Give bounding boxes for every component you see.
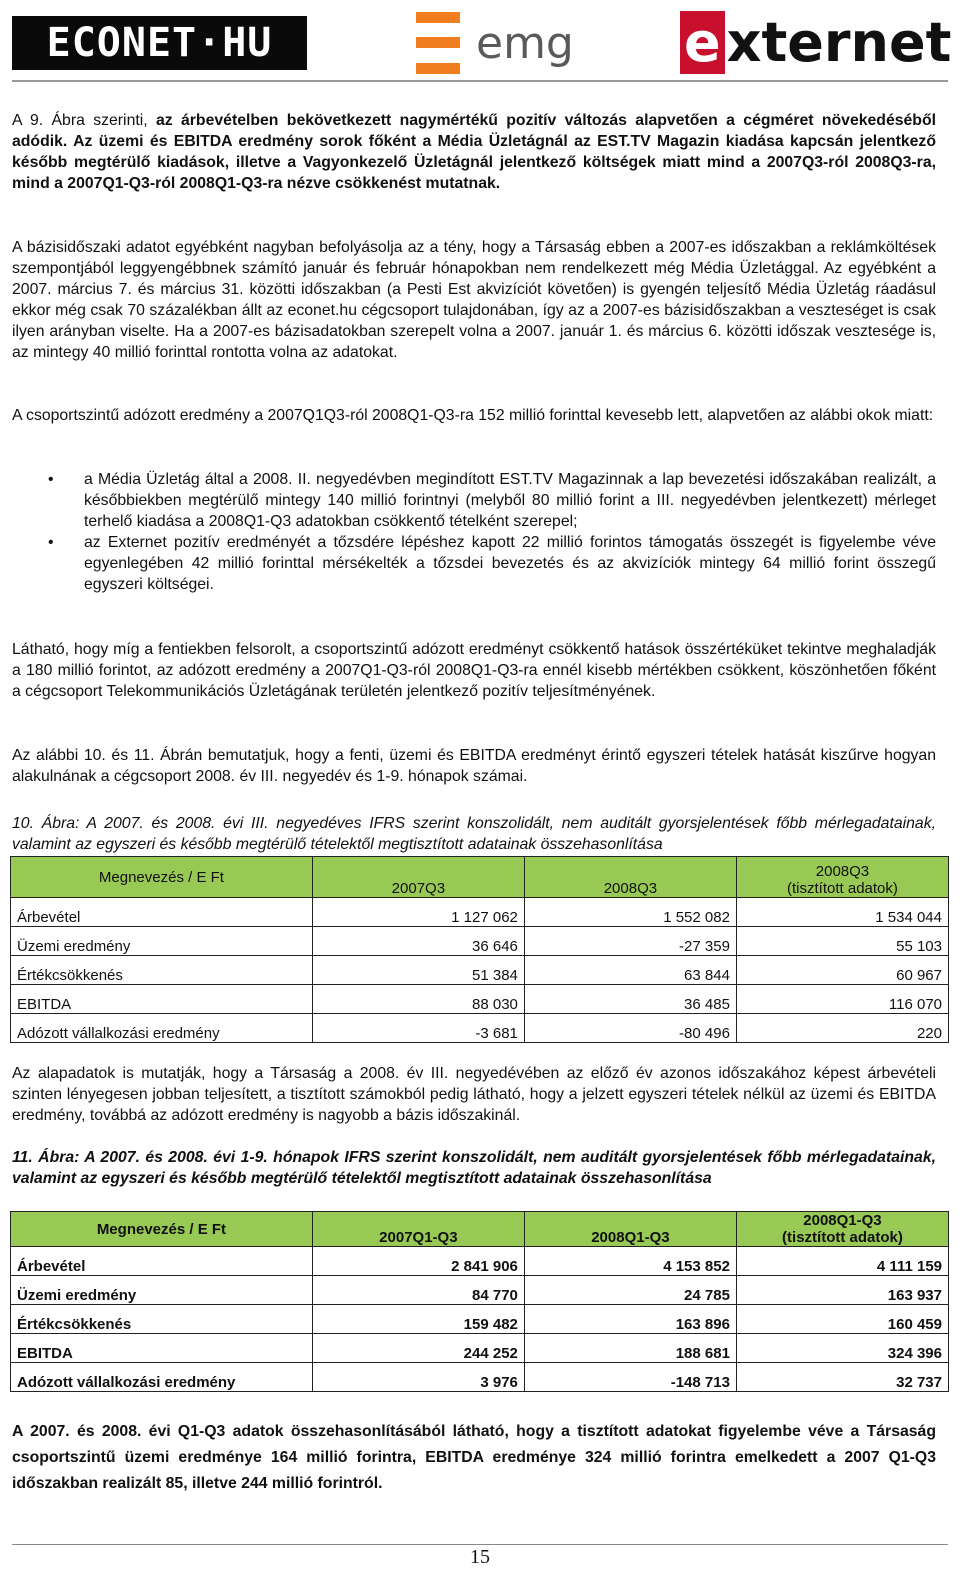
cell-value: 220 — [736, 1014, 948, 1043]
row-label: EBITDA — [11, 985, 313, 1014]
paragraph-group-result-text: A csoportszintű adózott eredmény a 2007Q1Q3-ról 2008Q1-Q3-ra 152 millió forinttal kevesebb lett, alapvetően az alábbi okok miatt: — [12, 407, 934, 424]
externet-logo: e xternet — [680, 12, 895, 74]
cell-value: 163 937 — [736, 1276, 948, 1305]
cell-value: 84 770 — [312, 1276, 524, 1305]
cell-value: 160 459 — [736, 1305, 948, 1334]
table-row — [11, 985, 949, 1014]
paragraph-group-result — [12, 405, 936, 426]
cell-value: 88 030 — [312, 985, 524, 1014]
paragraph-summary — [12, 1419, 936, 1497]
cell-value: -148 713 — [524, 1363, 736, 1392]
cell-value: -27 359 — [524, 927, 736, 956]
figure-11-caption — [12, 1147, 936, 1189]
bullet-icon: • — [48, 534, 54, 551]
cell-value: 4 153 852 — [524, 1247, 736, 1276]
cell-value: 55 103 — [736, 927, 948, 956]
header-col-3 — [736, 857, 948, 898]
cell-value: 244 252 — [312, 1334, 524, 1363]
row-label: Üzemi eredmény — [11, 1276, 313, 1305]
cell-value: 324 396 — [736, 1334, 948, 1363]
cell-value: 36 646 — [312, 927, 524, 956]
table-row — [11, 927, 949, 956]
econet-logo: ECONET·HU — [12, 16, 307, 70]
cell-value: 2 841 906 — [312, 1247, 524, 1276]
row-label: Árbevétel — [11, 898, 313, 927]
cell-value: 4 111 159 — [736, 1247, 948, 1276]
header-col-3-line-2: (tisztított adatok) — [782, 1229, 903, 1246]
paragraph-q3-analysis-text: Az alapadatok is mutatják, hogy a Társaság a 2008. év III. negyedévében az előző év azonos időszakához képest árbevételi szinten lényegesen jobban teljesített, a tisztított számokból pedig látható, hogy a jelzett egyszeri tételek nélkül az üzemi és EBITDA eredmény, továbbá az adózott eredmény is nagyobb a bázis időszakinál. — [12, 1065, 936, 1124]
row-label: Adózott vállalkozási eredmény — [11, 1014, 313, 1043]
paragraph-summary-text: A 2007. és 2008. évi Q1-Q3 adatok összehasonlításából látható, hogy a tisztított adatokat figyelembe véve a Társaság csoportszintű üzemi eredménye 164 millió forintra, EBITDA eredménye 324 millió forintra emelkedett a 2007 Q1-Q3 időszakban realizált 85, illetve 244 millió forintról. — [12, 1423, 936, 1492]
cell-value: 159 482 — [312, 1305, 524, 1334]
header-col-1: 2007Q1-Q3 — [312, 1212, 524, 1247]
paragraph-figures-intro-text: Az alábbi 10. és 11. Ábrán bemutatjuk, hogy a fenti, üzemi és EBITDA eredményt érintő egyszeri tételek hatását kiszűrve hogyan alakulnának a cégcsoport 2008. év III. negyedév és 1-9. hónapok számai. — [12, 747, 936, 785]
cell-value: 63 844 — [524, 956, 736, 985]
bullet-icon: • — [48, 471, 54, 488]
list-item — [12, 532, 936, 595]
table-row — [11, 898, 949, 927]
cell-value: 188 681 — [524, 1334, 736, 1363]
cell-value: -80 496 — [524, 1014, 736, 1043]
cell-value: 1 534 044 — [736, 898, 948, 927]
table-row — [11, 1247, 949, 1276]
cell-value: 24 785 — [524, 1276, 736, 1305]
figure-10-table — [10, 856, 949, 1043]
header-divider — [12, 80, 948, 82]
table-row — [11, 1305, 949, 1334]
header-col-2: 2008Q1-Q3 — [524, 1212, 736, 1247]
footer-divider — [12, 1544, 948, 1545]
figure-10-caption-text: 10. Ábra: A 2007. és 2008. évi III. negyedéves IFRS szerint konszolidált, nem auditált gyorsjelentések főbb mérlegadatainak, valamint az egyszeri és később megtérülő tételektől megtisztított adatainak összehasonlítása — [12, 815, 936, 853]
table-header-row — [11, 857, 949, 898]
header-col-3-line-1: 2008Q1-Q3 — [803, 1212, 882, 1229]
header-col-1: 2007Q3 — [312, 857, 524, 898]
emg-logo — [416, 12, 576, 74]
paragraph-base-period-text: A bázisidőszaki adatot egyébként nagyban befolyásolja az a tény, hogy a Társaság ebben a 2007-es időszakban a reklámköltések szempontjából leggyengébbnek számító január és február hónapokban nem rendelkezett még Média Üzletággal. Az egyébként a 2007. március 7. és március 31. közötti időszakban (a Pesti Est akvizíciót követően) is gyengén teljesítő Média Üzletág ráadásul ekkor még csak 70 százalékban állt az econet.hu cégcsoport tulajdonában, így az a 2007-es bázisidőszakban a veszteséget is csak ilyen arányban viselte. Ha a 2007-es bázisadatokban szerepelt volna a 2007. január 1. és március 6. közötti időszak vesztesége is, az mintegy 40 millió forinttal rontotta volna az adatokat. — [12, 239, 936, 361]
list-item-text: a Média Üzletág által a 2008. II. negyedévben megindított EST.TV Magazinnak a lap bevezetési időszakában realizált, a későbbiekben megtérülő mintegy 140 millió forintnyi (melyből 80 millió forint a III. negyedévben jelentkezett) mérleget terhelő kiadása a 2008Q1-Q3 adatokban csökkentő tételként szerepel; — [84, 471, 936, 530]
header-name: Megnevezés / E Ft — [11, 857, 313, 898]
table-row — [11, 1276, 949, 1305]
emg-logo-text: emg — [476, 18, 574, 69]
row-label: EBITDA — [11, 1334, 313, 1363]
row-label: Értékcsökkenés — [11, 956, 313, 985]
paragraph-conclusion-text: Látható, hogy míg a fentiekben felsorolt, a csoportszintű adózott eredményt csökkentő hatások összértéküket tekintve meghaladják a 180 millió forintot, az adózott eredmény a 2007Q1-Q3-ról 2008Q1-Q3-ra ennél kisebb mértékben csökkent, köszönhetően főként a cégcsoport Telekommunikációs Üzletágának területén jelentkező pozitív teljesítményének. — [12, 641, 936, 700]
header-col-3 — [736, 1212, 948, 1247]
row-label: Értékcsökkenés — [11, 1305, 313, 1334]
paragraph-base-period — [12, 237, 936, 363]
row-label: Árbevétel — [11, 1247, 313, 1276]
header-col-2: 2008Q3 — [524, 857, 736, 898]
paragraph-revenue-intro: A 9. Ábra szerinti, — [12, 112, 156, 129]
list-item — [12, 469, 936, 532]
cell-value: 163 896 — [524, 1305, 736, 1334]
paragraph-q3-analysis — [12, 1063, 936, 1126]
cell-value: 32 737 — [736, 1363, 948, 1392]
table-row — [11, 1014, 949, 1043]
cell-value: 60 967 — [736, 956, 948, 985]
paragraph-conclusion — [12, 639, 936, 702]
row-label: Üzemi eredmény — [11, 927, 313, 956]
cell-value: -3 681 — [312, 1014, 524, 1043]
cell-value: 1 127 062 — [312, 898, 524, 927]
cell-value: 51 384 — [312, 956, 524, 985]
paragraph-revenue-bold: az árbevételben bekövetkezett nagymértékű pozitív változás alapvetően a cégméret növekedéséből adódik. Az üzemi és EBITDA eredmény sorok főként a Média Üzletágnál az EST.TV Magazin kiadása kapcsán jelentkező később megtérülő kiadások, illetve a Vagyonkezelő Üzletágnál jelentkező költségek miatt mind a 2007Q3-ról 2008Q3-ra, mind a 2007Q1-Q3-ról 2008Q1-Q3-ra nézve csökkenést mutatnak. — [12, 112, 936, 192]
header-name: Megnevezés / E Ft — [11, 1212, 313, 1247]
emg-logo-mark — [416, 12, 462, 74]
page-number: 15 — [470, 1546, 490, 1568]
reasons-list — [12, 469, 936, 595]
cell-value: 3 976 — [312, 1363, 524, 1392]
header-col-3-line-1: 2008Q3 — [815, 863, 870, 880]
cell-value: 1 552 082 — [524, 898, 736, 927]
paragraph-revenue — [12, 110, 936, 194]
page-header — [0, 0, 960, 84]
figure-11-table — [10, 1211, 949, 1392]
paragraph-figures-intro — [12, 745, 936, 787]
figure-10-caption — [12, 813, 936, 855]
table-row — [11, 1334, 949, 1363]
list-item-text: az Externet pozitív eredményét a tőzsdére lépéshez kapott 22 millió forintos támogatás összegét is figyelembe véve egyenlegében 42 millió forinttal mérsékelték a tőzsdei bevezetés és az akvizíciók mintegy 64 millió forint összegű egyszeri költségei. — [84, 534, 936, 593]
figure-11-caption-text: 11. Ábra: A 2007. és 2008. évi 1-9. hónapok IFRS szerint konszolidált, nem auditált gyorsjelentések főbb mérlegadatainak, valamint az egyszeri és később megtérülő tételektől megtisztított adatainak összehasonlítása — [12, 1149, 936, 1187]
header-col-3-line-2: (tisztított adatok) — [787, 880, 898, 897]
table-row — [11, 956, 949, 985]
table-header-row — [11, 1212, 949, 1247]
cell-value: 36 485 — [524, 985, 736, 1014]
table-row — [11, 1363, 949, 1392]
cell-value: 116 070 — [736, 985, 948, 1014]
row-label: Adózott vállalkozási eredmény — [11, 1363, 313, 1392]
